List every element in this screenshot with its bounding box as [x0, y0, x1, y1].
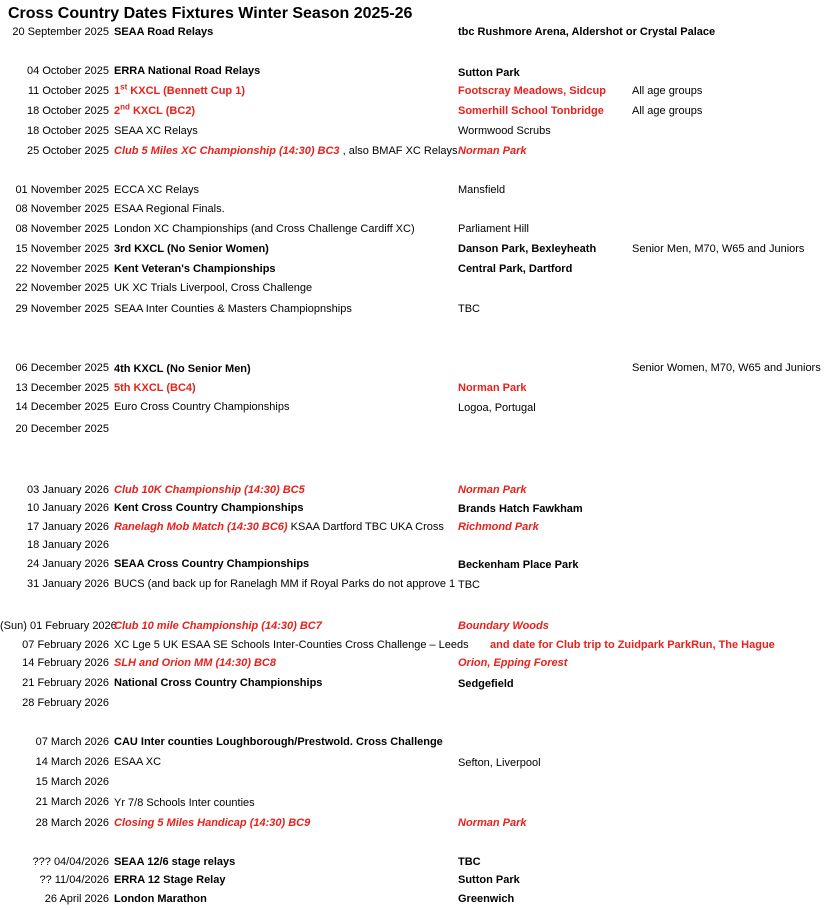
fixture-date: 07 March 2026 — [35, 736, 109, 748]
fixture-row — [0, 854, 833, 870]
fixture-date: 04 October 2025 — [27, 65, 109, 77]
fixture-venue: Somerhill School Tonbridge — [458, 105, 604, 117]
fixture-date: 25 October 2025 — [27, 145, 109, 157]
fixture-event: Closing 5 Miles Handicap (14:30) BC9 — [114, 817, 311, 829]
fixture-row — [0, 537, 833, 553]
fixture-date: 20 September 2025 — [12, 26, 109, 38]
fixture-date: 13 December 2025 — [15, 382, 109, 394]
fixture-date: 15 November 2025 — [15, 243, 109, 255]
fixture-venue: Logoa, Portugal — [458, 402, 536, 414]
fixture-date: 14 February 2026 — [22, 657, 109, 669]
fixture-event: SLH and Orion MM (14:30) BC8 — [114, 657, 276, 669]
fixture-venue: Norman Park — [458, 817, 527, 829]
fixture-event — [114, 103, 195, 119]
fixture-venue: Parliament Hill — [458, 223, 529, 235]
fixture-venue: Footscray Meadows, Sidcup — [458, 85, 606, 97]
fixture-row — [0, 221, 833, 237]
fixture-venue: Norman Park — [458, 145, 527, 157]
fixture-venue: Norman Park — [458, 484, 527, 496]
fixture-venue: TBC — [458, 579, 480, 591]
fixture-date: 22 November 2025 — [15, 282, 109, 294]
fixture-event: 4th KXCL (No Senior Men) — [114, 363, 251, 375]
fixture-event-number: 1 — [114, 85, 121, 97]
fixture-notes: Senior Men, M70, W65 and Juniors — [632, 243, 805, 255]
fixture-event: National Cross Country Championships — [114, 677, 323, 689]
fixture-row — [0, 24, 833, 40]
fixture-date: 01 November 2025 — [15, 184, 109, 196]
fixture-notes: Senior Women, M70, W65 and Juniors — [632, 362, 821, 374]
fixture-date: 24 January 2026 — [27, 558, 109, 570]
fixture-venue: Boundary Woods — [458, 620, 549, 632]
fixture-venue: TBC — [458, 303, 480, 315]
fixture-venue: Sutton Park — [458, 874, 520, 886]
fixture-event-name: Club 5 Miles XC Championship (14:30) BC3 — [114, 145, 340, 157]
fixture-event: Kent Veteran's Championships — [114, 263, 276, 275]
fixture-row — [0, 774, 833, 790]
fixture-row — [0, 301, 833, 317]
fixture-row — [0, 182, 833, 198]
fixture-event: SEAA 12/6 stage relays — [114, 856, 236, 868]
fixture-venue: Sutton Park — [458, 67, 520, 79]
fixture-row — [0, 891, 833, 907]
fixture-venue: Sefton, Liverpool — [458, 757, 541, 769]
fixture-event: ESAA Regional Finals. — [114, 203, 225, 215]
fixture-event: Euro Cross Country Championships — [114, 401, 290, 413]
fixture-event-name: KXCL (BC2) — [129, 105, 196, 117]
fixture-venue: Norman Park — [458, 382, 527, 394]
fixture-event: London Marathon — [114, 893, 207, 905]
fixture-event: ERRA National Road Relays — [114, 65, 261, 77]
fixture-date: ??? 04/04/2026 — [32, 856, 109, 868]
fixture-event: XC Lge 5 UK ESAA SE Schools Inter-Counties Cross Challenge – Leeds — [114, 639, 469, 651]
fixture-row — [0, 421, 833, 437]
fixture-date: 21 February 2026 — [22, 677, 109, 689]
fixture-row — [0, 754, 833, 770]
fixture-row — [0, 63, 833, 79]
fixture-row — [0, 241, 833, 257]
fixture-event: Club 10K Championship (14:30) BC5 — [114, 484, 305, 496]
fixture-venue: Richmond Park — [458, 521, 539, 533]
fixture-date: 11 October 2025 — [27, 85, 109, 97]
fixture-event-name: Ranelagh Mob Match (14:30 BC6) — [114, 521, 288, 533]
fixture-venue: and date for Club trip to Zuidpark ParkRun, The Hague — [490, 639, 775, 651]
fixture-event: Yr 7/8 Schools Inter counties — [114, 797, 255, 809]
page-title: Cross Country Dates Fixtures Winter Season 2025-26 — [8, 5, 413, 22]
fixture-row — [0, 872, 833, 888]
fixture-venue: Danson Park, Bexleyheath — [458, 243, 597, 255]
fixture-row — [0, 201, 833, 217]
fixture-event: ERRA 12 Stage Relay — [114, 874, 226, 886]
fixture-date: 28 February 2026 — [22, 697, 109, 709]
fixture-event — [114, 519, 444, 535]
fixture-date: 21 March 2026 — [35, 796, 109, 808]
fixture-row — [0, 618, 833, 634]
fixture-date: 26 April 2026 — [44, 893, 109, 905]
fixture-date: (Sun) 01 February 2026 — [0, 620, 117, 632]
fixture-row — [0, 399, 833, 415]
fixture-venue: Central Park, Dartford — [458, 263, 573, 275]
fixture-row — [0, 794, 833, 810]
fixture-row — [0, 519, 833, 535]
fixture-row — [0, 83, 833, 99]
fixture-event: BUCS (and back up for Ranelagh MM if Royal Parks do not approve 1 — [114, 578, 456, 590]
fixture-event: 5th KXCL (BC4) — [114, 382, 196, 394]
fixture-date: ?? 11/04/2026 — [39, 874, 109, 886]
fixture-event-extra: , also BMAF XC Relays — [339, 145, 458, 157]
fixture-row — [0, 482, 833, 498]
fixture-venue: Beckenham Place Park — [458, 559, 579, 571]
fixture-event: London XC Championships (and Cross Challenge Cardiff XC) — [114, 223, 415, 235]
fixture-venue: Orion, Epping Forest — [458, 657, 568, 669]
fixture-event: CAU Inter counties Loughborough/Prestwold. Cross Challenge — [114, 736, 443, 748]
fixture-date: 28 March 2026 — [35, 817, 109, 829]
fixture-venue: TBC — [458, 856, 481, 868]
fixture-date: 08 November 2025 — [15, 203, 109, 215]
fixture-row — [0, 655, 833, 671]
fixture-event: SEAA Road Relays — [114, 26, 214, 38]
fixture-event-name: KXCL (Bennett Cup 1) — [127, 85, 245, 97]
fixture-event — [114, 83, 245, 99]
fixture-event: ECCA XC Relays — [114, 184, 199, 196]
fixture-venue: Mansfield — [458, 184, 506, 196]
fixture-row — [0, 815, 833, 831]
fixture-row — [0, 675, 833, 691]
fixture-notes: All age groups — [632, 85, 703, 97]
fixture-event: ESAA XC — [114, 756, 162, 768]
fixture-row — [0, 576, 833, 592]
fixture-row — [0, 500, 833, 516]
fixture-date: 18 October 2025 — [27, 105, 109, 117]
fixture-venue: Wormwood Scrubs — [458, 125, 551, 137]
fixture-event-ordinal: st — [120, 82, 128, 92]
fixture-date: 29 November 2025 — [15, 303, 109, 315]
fixture-row — [0, 280, 833, 296]
fixture-date: 15 March 2026 — [35, 776, 109, 788]
fixture-row — [0, 261, 833, 277]
fixture-venue: tbc Rushmore Arena, Aldershot or Crystal Palace — [458, 26, 716, 38]
fixture-event-ordinal: nd — [120, 102, 130, 112]
fixture-date: 10 January 2026 — [27, 502, 109, 514]
fixture-date: 22 November 2025 — [15, 263, 109, 275]
fixture-row — [0, 380, 833, 396]
fixture-event: SEAA XC Relays — [114, 125, 198, 137]
fixture-date: 14 March 2026 — [35, 756, 109, 768]
fixture-event: Club 10 mile Championship (14:30) BC7 — [114, 620, 322, 632]
fixture-date: 18 January 2026 — [27, 539, 109, 551]
fixture-row — [0, 734, 833, 750]
fixture-date: 17 January 2026 — [27, 521, 109, 533]
fixture-date: 08 November 2025 — [15, 223, 109, 235]
fixture-row — [0, 143, 833, 159]
fixture-date: 07 February 2026 — [22, 639, 109, 651]
fixture-event: UK XC Trials Liverpool, Cross Challenge — [114, 282, 313, 294]
fixture-row — [0, 556, 833, 572]
fixture-venue: Greenwich — [458, 893, 515, 905]
fixture-date: 06 December 2025 — [15, 362, 109, 374]
fixture-date: 14 December 2025 — [15, 401, 109, 413]
fixture-date: 03 January 2026 — [27, 484, 109, 496]
fixture-row — [0, 637, 833, 653]
fixture-row — [0, 123, 833, 139]
fixture-event-number: 2 — [114, 105, 121, 117]
fixture-date: 20 December 2025 — [15, 423, 109, 435]
fixture-row — [0, 695, 833, 711]
fixture-venue: Sedgefield — [458, 678, 514, 690]
fixture-date: 31 January 2026 — [27, 578, 109, 590]
fixture-event: SEAA Inter Counties & Masters Champiopnships — [114, 303, 352, 315]
fixture-event: SEAA Cross Country Championships — [114, 558, 310, 570]
fixture-row — [0, 360, 833, 376]
fixture-event: 3rd KXCL (No Senior Women) — [114, 243, 269, 255]
fixture-notes: All age groups — [632, 105, 703, 117]
fixture-date: 18 October 2025 — [27, 125, 109, 137]
fixture-venue: Brands Hatch Fawkham — [458, 503, 583, 515]
fixture-event-extra: KSAA Dartford TBC UKA Cross — [287, 521, 444, 533]
fixture-row — [0, 103, 833, 119]
fixture-event — [114, 143, 458, 159]
fixture-event: Kent Cross Country Championships — [114, 502, 304, 514]
